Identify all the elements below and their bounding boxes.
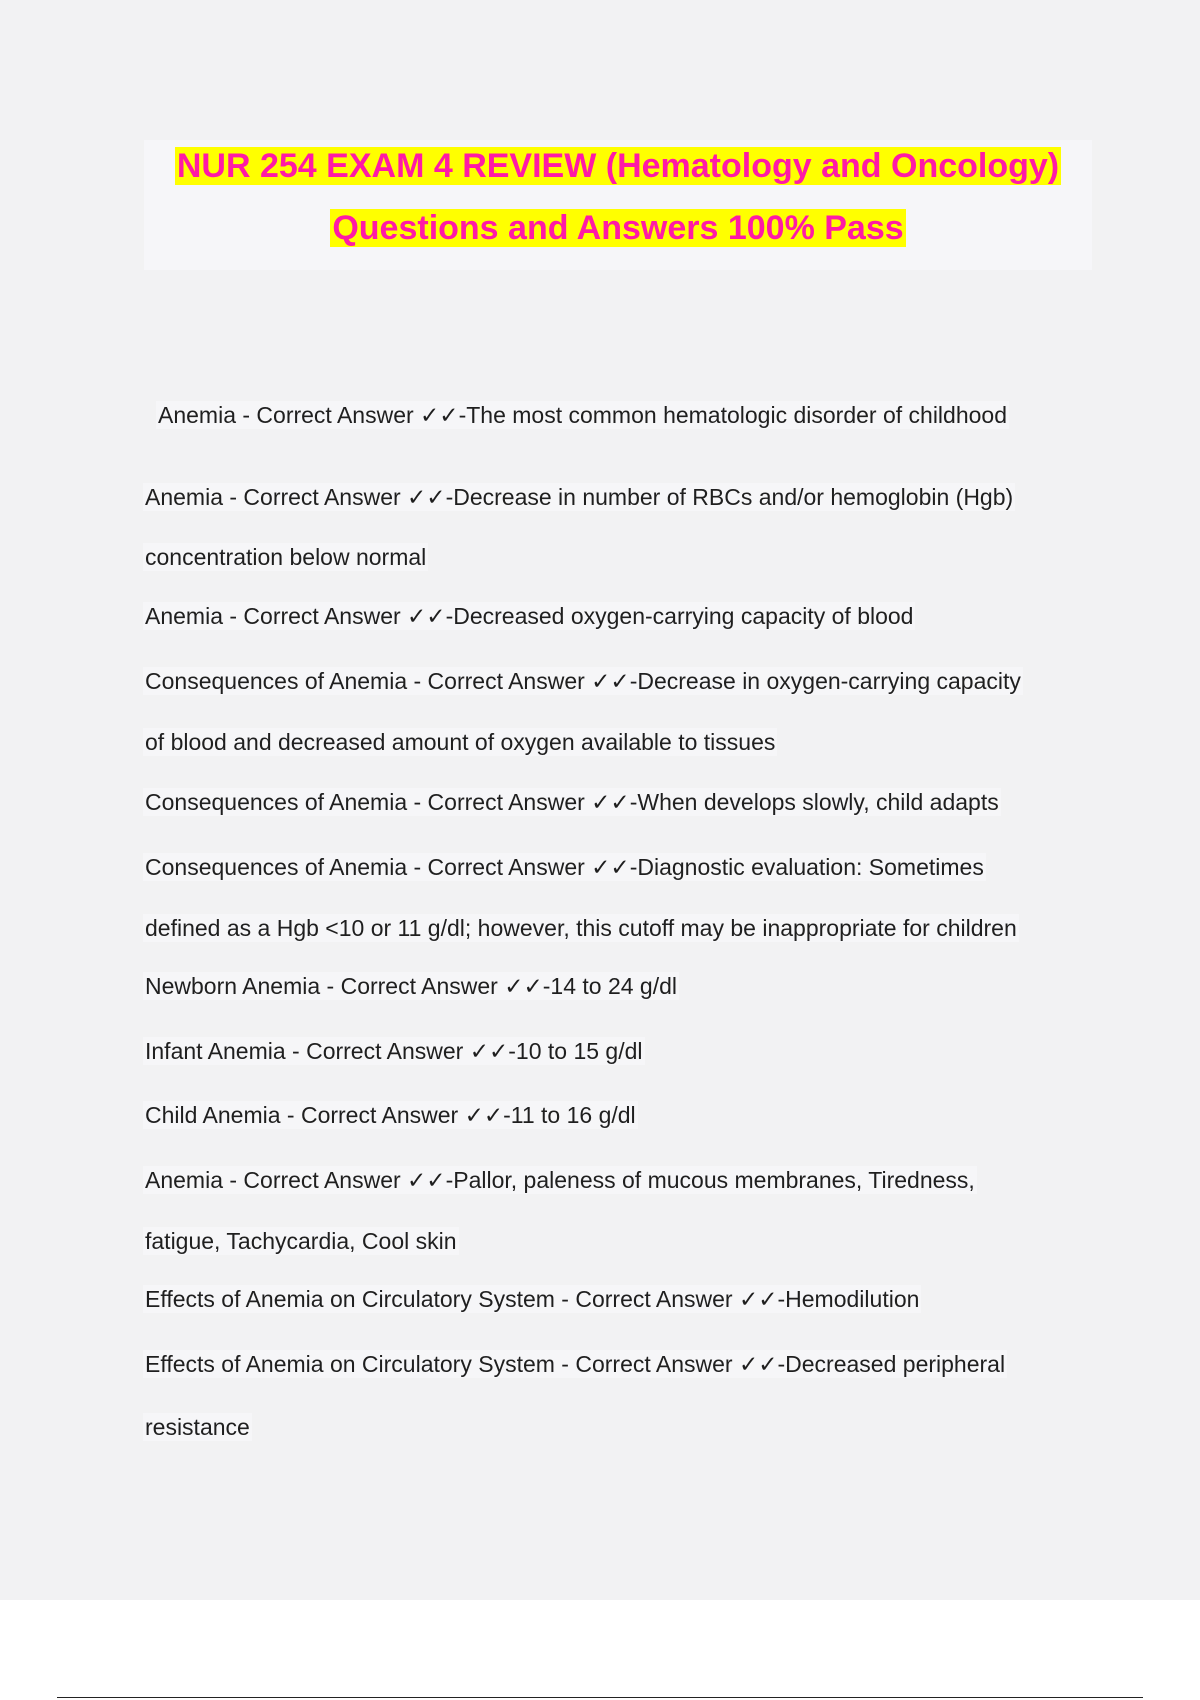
qa-line: of blood and decreased amount of oxygen available to tissues	[145, 729, 776, 755]
qa-line: Anemia - Correct Answer ✓✓-Pallor, paleness of mucous membranes, Tiredness,	[145, 1167, 975, 1193]
qa-line: Consequences of Anemia - Correct Answer ✓✓-When develops slowly, child adapts	[145, 789, 999, 815]
document-title	[144, 140, 1092, 270]
qa-line: defined as a Hgb <10 or 11 g/dl; however, this cutoff may be inappropriate for children	[145, 915, 1017, 941]
qa-line: Child Anemia - Correct Answer ✓✓-11 to 16 g/dl	[145, 1102, 636, 1128]
qa-line: Consequences of Anemia - Correct Answer ✓✓-Diagnostic evaluation: Sometimes	[145, 854, 984, 880]
qa-line: Anemia - Correct Answer ✓✓-Decrease in number of RBCs and/or hemoglobin (Hgb)	[145, 484, 1014, 510]
title-line-1-text: NUR 254 EXAM 4 REVIEW (Hematology and Oncology)	[176, 147, 1060, 185]
footer-divider	[57, 1697, 1143, 1698]
title-line-2-text: Questions and Answers 100% Pass	[332, 209, 904, 247]
title-line-2	[144, 206, 1092, 250]
qa-line: Effects of Anemia on Circulatory System - Correct Answer ✓✓-Hemodilution	[145, 1286, 920, 1312]
qa-line: Effects of Anemia on Circulatory System - Correct Answer ✓✓-Decreased peripheral	[145, 1351, 1006, 1377]
qa-line: Consequences of Anemia - Correct Answer ✓✓-Decrease in oxygen-carrying capacity	[145, 668, 1021, 694]
qa-line: Anemia - Correct Answer ✓✓-The most common hematologic disorder of childhood	[158, 402, 1008, 428]
qa-line: Newborn Anemia - Correct Answer ✓✓-14 to 24 g/dl	[145, 973, 677, 999]
qa-line: Anemia - Correct Answer ✓✓-Decreased oxygen-carrying capacity of blood	[145, 603, 914, 629]
qa-line: resistance	[145, 1414, 250, 1440]
qa-line: concentration below normal	[145, 544, 427, 570]
qa-line: Infant Anemia - Correct Answer ✓✓-10 to 15 g/dl	[145, 1038, 643, 1064]
qa-line: fatigue, Tachycardia, Cool skin	[145, 1228, 457, 1254]
title-line-1	[144, 144, 1092, 188]
